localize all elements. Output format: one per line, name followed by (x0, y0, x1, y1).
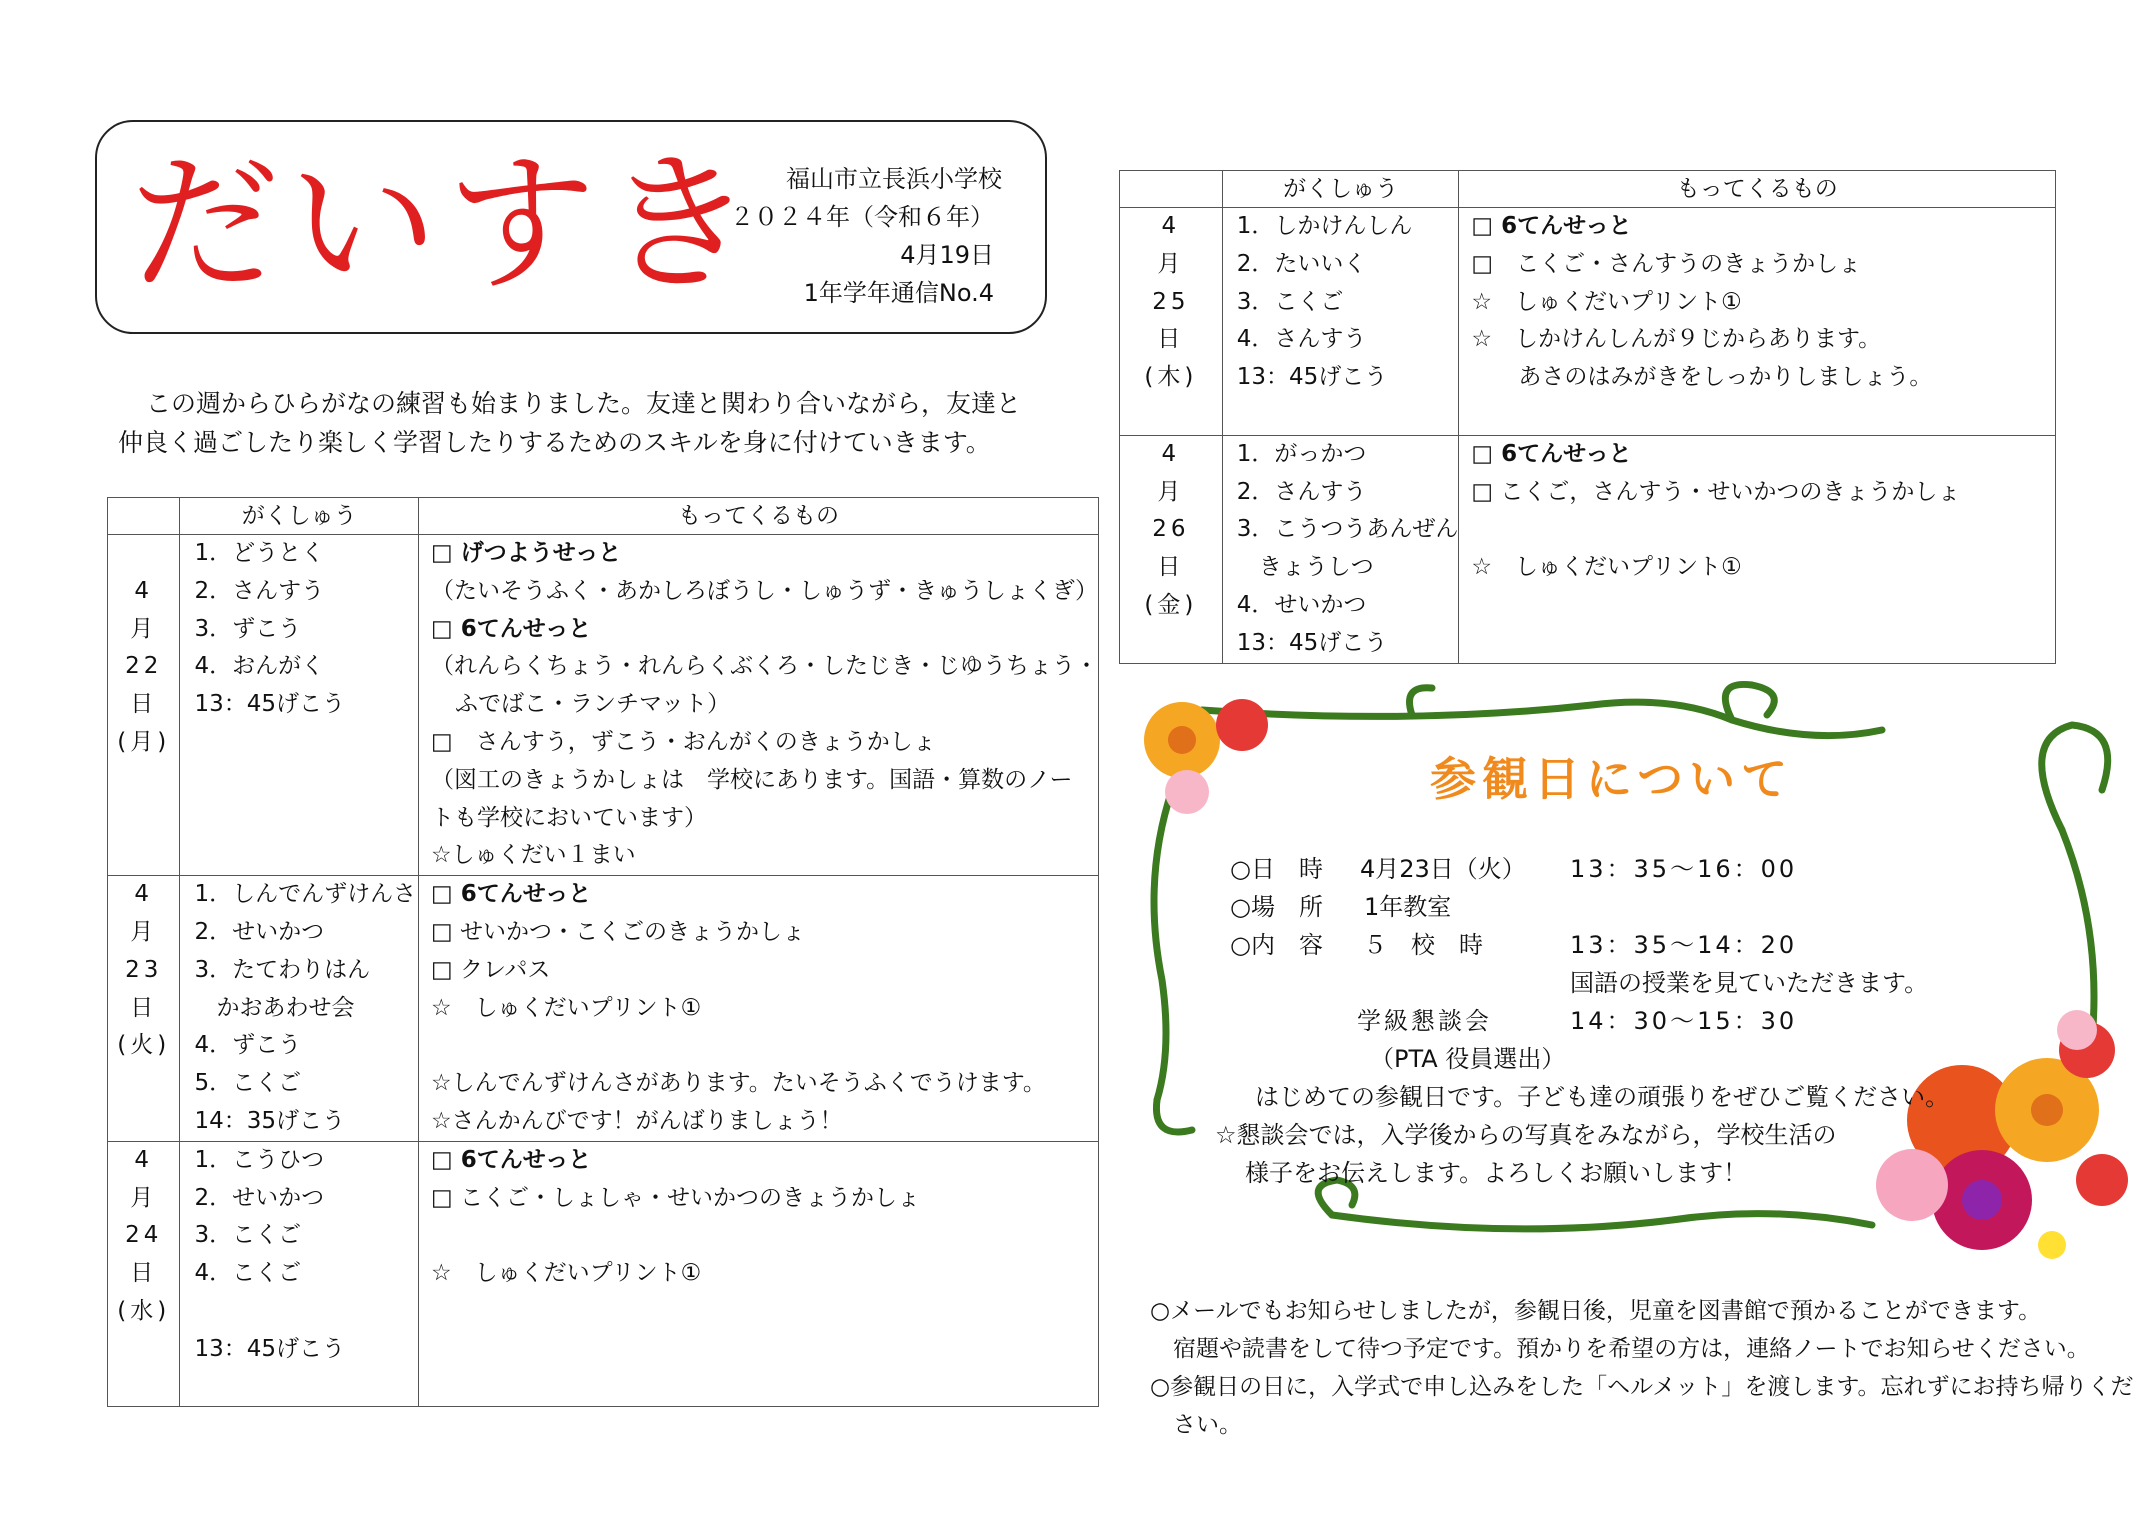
notes (1150, 1292, 2134, 1444)
bring-line (419, 1369, 1098, 1407)
bring-line: □ クレパス (430, 956, 551, 983)
day-line (108, 837, 179, 875)
bring-line: ☆ しゅくだいプリント① (430, 994, 702, 1021)
visit-period-note-row (1230, 964, 2030, 1002)
day-line: 25 (1152, 288, 1190, 315)
message: ☆懇談会では，入学後からの写真をみながら，学校生活の (1215, 1121, 1837, 1149)
learn-line: 14：35げこう (194, 1107, 346, 1134)
day-line (108, 1369, 179, 1407)
bring-line (1459, 397, 2055, 435)
schedule-table-right (1119, 170, 2056, 664)
learn-line: 13：45げこう (1236, 629, 1388, 656)
learn-line: 1．しかけんしん (1236, 213, 1413, 239)
learn-line: 3．ずこう (194, 615, 302, 642)
day-line: 月 (1157, 478, 1185, 505)
time: 13：35～14：20 (1570, 931, 1798, 959)
learn-line: 2．せいかつ (194, 918, 325, 945)
learn-cell (180, 876, 419, 1142)
learn-line: 1．がっかつ (1236, 440, 1367, 467)
learn-cell (180, 535, 419, 876)
bring-line (419, 1293, 1098, 1331)
visit-day-title: 参観日について (1430, 752, 1794, 806)
learn-line: 4．ずこう (194, 1032, 302, 1059)
issue-number: 1年学年通信No.4 (803, 279, 994, 307)
day-cell (108, 1141, 180, 1407)
visit-message-row (1230, 1154, 2030, 1192)
value: 1年教室 (1364, 893, 1452, 921)
learn-cell (180, 1141, 419, 1407)
learn-cell (1222, 208, 1459, 436)
visit-date-row (1230, 850, 2030, 888)
school-name: 福山市立長浜小学校 (786, 165, 1002, 193)
day-line: 23 (125, 956, 163, 983)
learn-line: 3．こくご (1236, 288, 1344, 315)
schedule-row (108, 876, 1099, 1142)
learn-line: 3．こうつうあんぜん (1236, 516, 1459, 543)
day-line: 日 (1157, 326, 1185, 353)
learn-line: 4．さんすう (1236, 326, 1367, 353)
bring-line: ふでばこ・ランチマット） (454, 691, 731, 718)
day-line: 4 (134, 1146, 154, 1173)
bring-line: ☆しゅくだい１まい (430, 842, 636, 869)
value: 4月23日（火） (1360, 855, 1526, 883)
bring-line: □ 6てんせっと (430, 881, 592, 908)
bring-line (419, 1027, 1098, 1065)
bring-line: □ せいかつ・こくごのきょうかしょ (430, 918, 806, 945)
bring-line: あさのはみがきをしっかりしましょう。 (1495, 364, 1933, 391)
day-line: 日 (130, 994, 158, 1021)
day-cell (1120, 435, 1223, 663)
learn-line (180, 724, 418, 762)
day-line: 4 (1161, 440, 1181, 467)
schedule-row (108, 535, 1099, 876)
day-line: 日 (130, 1260, 158, 1287)
note-line: ○メールでもお知らせしましたが，参観日後，児童を図書館で預かることができます。 (1150, 1298, 2042, 1324)
day-cell (108, 876, 180, 1142)
learn-line: かおあわせ会 (216, 994, 355, 1021)
bring-line: □ こくご・しょしゃ・せいかつのきょうかしょ (430, 1184, 921, 1211)
day-line: (水) (117, 1297, 171, 1324)
learn-line (180, 762, 418, 800)
learn-cell (1222, 435, 1459, 663)
day-line (108, 1103, 179, 1141)
day-line: 日 (130, 691, 158, 718)
bring-cell (418, 876, 1098, 1142)
learn-line: 13：45げこう (1236, 364, 1388, 391)
label: 学級懇談会 (1357, 1007, 1492, 1035)
schedule-row (1120, 435, 2056, 663)
day-line: 月 (130, 615, 158, 642)
bring-line: □ さんすう，ずこう・おんがくのきょうかしょ (430, 728, 936, 755)
bring-line: □ 6てんせっと (1471, 213, 1632, 239)
period: ５ 校 時 (1363, 931, 1483, 959)
day-line: 4 (1161, 213, 1181, 239)
bring-line: ☆ しゅくだいプリント① (1471, 554, 1742, 581)
bring-cell (1459, 435, 2056, 663)
bring-line: （図工のきょうかしょは 学校にあります。国語・算数のノー (430, 766, 1073, 793)
header-learn: がくしゅう (180, 498, 419, 535)
intro-text (118, 384, 1078, 462)
day-line: 22 (125, 653, 163, 680)
learn-line (1223, 397, 1459, 435)
note-line: ○参観日の日に，入学式で申し込みをした「ヘルメット」を渡します。忘れずにお持ち帰りくだ (1150, 1374, 2134, 1400)
day-line: 月 (1157, 250, 1185, 277)
bring-line (419, 1331, 1098, 1369)
bring-cell (418, 1141, 1098, 1407)
learn-line: 4．おんがく (194, 653, 325, 680)
bring-line: トも学校においています） (430, 804, 707, 831)
learn-line: きょうしつ (1258, 554, 1374, 581)
day-cell (1120, 208, 1223, 436)
day-line: (金) (1144, 591, 1198, 618)
day-line: 月 (130, 918, 158, 945)
bring-line (419, 1217, 1098, 1255)
flower-decoration-top-left (1144, 699, 1268, 814)
header-bring: もってくるもの (1459, 171, 2056, 208)
bring-line: □ 6てんせっと (430, 615, 592, 642)
time: 13：35～16：00 (1570, 855, 1798, 883)
day-line: 日 (1157, 554, 1185, 581)
bring-line: ☆しんでんずけんさがあります。たいそうふくでうけます。 (430, 1070, 1046, 1097)
learn-line: 1．こうひつ (194, 1146, 325, 1173)
bring-line: □ こくご，さんすう・せいかつのきょうかしょ (1471, 478, 1961, 505)
learn-line (180, 1293, 418, 1331)
bring-line: ☆ しゅくだいプリント① (430, 1260, 702, 1287)
bring-line (1459, 511, 2055, 549)
learn-line: 1．どうとく (194, 540, 325, 566)
bring-line: □ 6てんせっと (1471, 440, 1632, 467)
day-line: 26 (1152, 516, 1190, 543)
learn-line: 1．しんでんずけんさ (194, 881, 417, 908)
visit-meeting-row (1230, 1002, 2030, 1040)
header-bring: もってくるもの (418, 498, 1098, 535)
message: はじめての参観日です。子ども達の頑張りをぜひご覧ください。 (1255, 1083, 1950, 1111)
bring-line: （れんらくちょう・れんらくぶくろ・したじき・じゆうちょう・ (430, 653, 1098, 680)
note: （PTA 役員選出） (1370, 1045, 1566, 1073)
bring-line: （たいそうふく・あかしろぼうし・しゅうず・きゅうしょくぎ） (430, 577, 1098, 604)
visit-day-info (1215, 850, 2030, 1192)
learn-line: 13：45げこう (194, 691, 346, 718)
learn-line (180, 800, 418, 838)
message: 様子をお伝えします。よろしくお願いします！ (1245, 1159, 1748, 1187)
visit-message-row (1215, 1116, 2030, 1154)
visit-place-row (1230, 888, 2030, 926)
learn-line: 3．たてわりはん (194, 956, 371, 983)
learn-line: 4．せいかつ (1236, 591, 1367, 618)
day-line (108, 535, 179, 573)
learn-line: 5．こくご (194, 1070, 302, 1097)
note-line: 宿題や読書をして待つ予定です。預かりを希望の方は，連絡ノートでお知らせください。 (1150, 1336, 2090, 1362)
day-line (1120, 397, 1222, 435)
learn-line: 4．こくご (194, 1260, 302, 1287)
day-line (108, 1331, 179, 1369)
label: ○場 所 (1230, 893, 1323, 921)
learn-line: 13：45げこう (194, 1335, 346, 1362)
label: ○内 容 (1230, 931, 1323, 959)
issue-year: ２０２４年（令和６年） (730, 203, 994, 231)
learn-line: 2．さんすう (194, 577, 325, 604)
day-line: 月 (130, 1184, 158, 1211)
note-line: さい。 (1150, 1412, 1242, 1438)
bring-cell (418, 535, 1098, 876)
header-day (108, 498, 180, 535)
bring-cell (1459, 208, 2056, 436)
bring-line (1459, 587, 2055, 625)
schedule-row (108, 1141, 1099, 1407)
day-line: 24 (125, 1222, 163, 1249)
schedule-row (1120, 208, 2056, 436)
day-line (108, 800, 179, 838)
day-line: (木) (1144, 364, 1198, 391)
visit-message-row (1230, 1078, 2030, 1116)
bring-line: □ 6てんせっと (430, 1146, 592, 1173)
intro-line: この週からひらがなの練習も始まりました。友達と関わり合いながら，友達と (146, 389, 1022, 418)
learn-line: 2．たいいく (1236, 250, 1367, 277)
bring-line: ☆ しかけんしんが９じからあります。 (1471, 326, 1882, 353)
day-line: (月) (117, 728, 171, 755)
issue-date: 4月19日 (900, 241, 994, 269)
visit-meeting-note-row (1230, 1040, 2030, 1078)
time: 14：30～15：30 (1570, 1007, 1798, 1035)
bring-line (1459, 625, 2055, 663)
day-line: 4 (134, 577, 154, 604)
bring-line: □ こくご・さんすうのきょうかしょ (1471, 250, 1862, 277)
day-line: (火) (117, 1032, 171, 1059)
bring-line: ☆ しゅくだいプリント① (1471, 288, 1742, 315)
newsletter-title: だいすき (130, 138, 763, 312)
learn-line (180, 837, 418, 875)
bring-line: □ げつようせっと (430, 540, 622, 566)
bring-line: ☆さんかんびです！がんばりましょう！ (430, 1107, 843, 1134)
learn-line (180, 1369, 418, 1407)
day-line (108, 762, 179, 800)
schedule-table-left (107, 497, 1099, 1407)
label: ○日 時 (1230, 855, 1323, 883)
learn-line: 2．さんすう (1236, 478, 1367, 505)
day-line (108, 1065, 179, 1103)
day-cell (108, 535, 180, 876)
learn-line: 3．こくご (194, 1222, 302, 1249)
learn-line: 2．せいかつ (194, 1184, 325, 1211)
header-day (1120, 171, 1223, 208)
day-line (1120, 625, 1222, 663)
note: 国語の授業を見ていただきます。 (1570, 969, 1929, 997)
intro-line: 仲良く過ごしたり楽しく学習したりするためのスキルを身に付けていきます。 (118, 428, 991, 457)
header-learn: がくしゅう (1222, 171, 1459, 208)
visit-content-row (1230, 926, 2030, 964)
day-line: 4 (134, 881, 154, 908)
